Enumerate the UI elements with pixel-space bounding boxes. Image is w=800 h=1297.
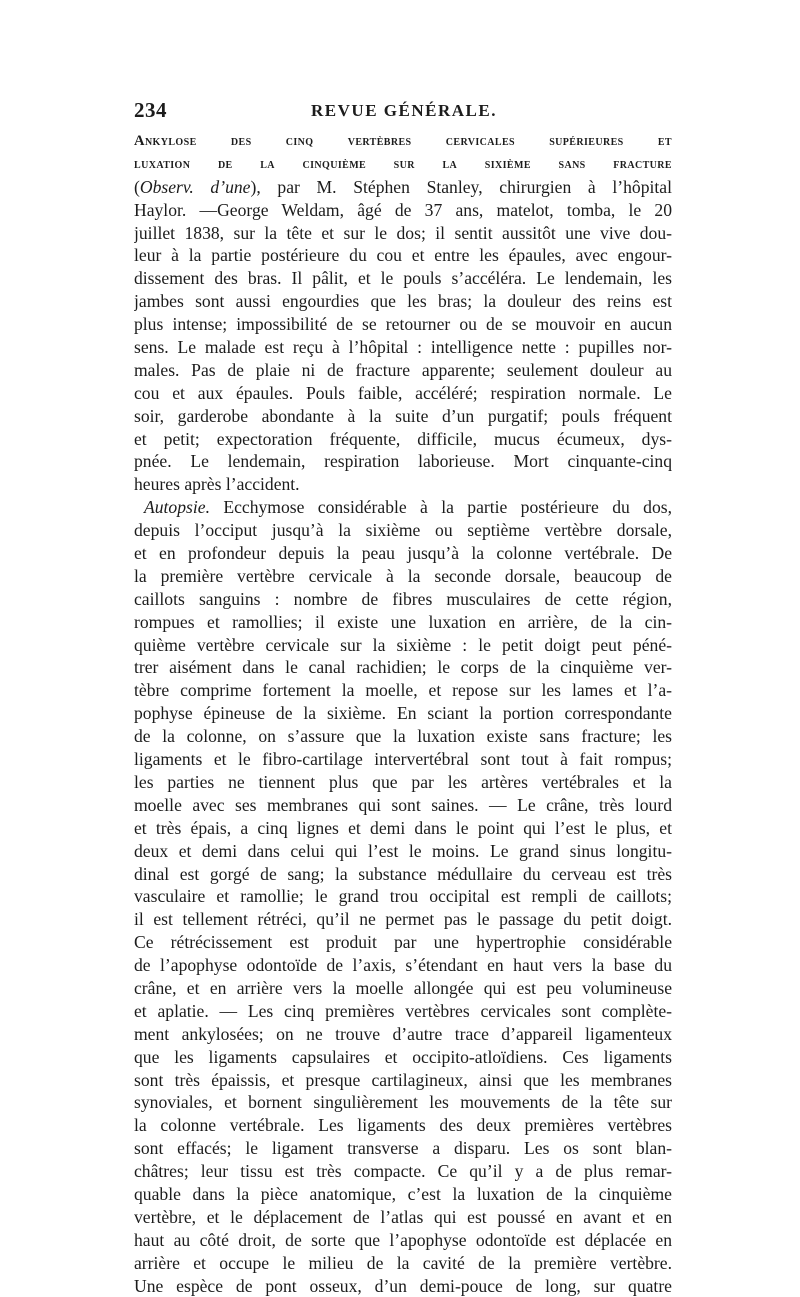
text-line: sont très épaissis, et presque cartilagineux, ainsi que les membranes	[134, 1069, 672, 1090]
text-line: ment ankylosées; on ne trouve d’autre trace d’appareil ligamenteux	[134, 1023, 672, 1044]
text-line: les parties ne tiennent plus que par les artères vertébrales et la	[134, 771, 672, 792]
text-line: que les ligaments capsulaires et occipito-atloïdiens. Ces ligaments	[134, 1046, 672, 1067]
text-line: juillet 1838, sur la tête et sur le dos; il sentit aussitôt une vive dou-	[134, 222, 672, 243]
text-line: (Observ. d’une), par M. Stéphen Stanley, chirurgien à l’hôpital	[134, 176, 672, 197]
text-line: caillots sanguins : nombre de fibres musculaires de cette région,	[134, 588, 672, 609]
text-line: dissement des bras. Il pâlit, et le pouls s’accéléra. Le lendemain, les	[134, 268, 672, 289]
italic-text: Observ. d’une	[139, 176, 251, 197]
text-line: rompues et ramollies; il existe une luxation en arrière, de la cin-	[134, 611, 672, 632]
text-line: arrière et occupe le milieu de la cavité de la première vertèbre.	[134, 1252, 672, 1273]
text-line: pnée. Le lendemain, respiration laborieuse. Mort cinquante-cinq	[134, 451, 672, 472]
text-line: châtres; leur tissu est très compacte. Ce qu’il y a de plus remar-	[134, 1161, 672, 1182]
text-line: ligaments et le fibro-cartilage intervertébral sont tout à fait rompus;	[134, 749, 672, 770]
text-line: sens. Le malade est reçu à l’hôpital : intelligence nette : pupilles nor-	[134, 337, 672, 358]
text-line: soir, garderobe abondante à la suite d’un purgatif; pouls fréquent	[134, 405, 672, 426]
text-line: luxation de la cinquième sur la sixième sans fracture	[134, 155, 672, 172]
text-line: crâne, et en arrière vers la moelle allongée qui est peu volumineuse	[134, 977, 672, 998]
text-line: Ankylose des cinq vertèbres cervicales supérieures et	[134, 133, 672, 149]
running-title: REVUE GÉNÉRALE.	[311, 101, 497, 120]
text-line: synoviales, et bornent singulièrement les mouvements de la tête sur	[134, 1092, 672, 1113]
text-line: dinal est gorgé de sang; la substance médullaire du cerveau est très	[134, 863, 672, 884]
text-line: de la colonne, on s’assure que la luxation existe sans fracture; les	[134, 726, 672, 747]
text-line: Une espèce de pont osseux, d’un demi-pouce de long, sur quatre	[134, 1275, 672, 1296]
text-line: plus intense; impossibilité de se retourner ou de se mouvoir en aucun	[134, 314, 672, 335]
text-line: males. Pas de plaie ni de fracture apparente; seulement douleur au	[134, 359, 672, 380]
text-line: heures après l’accident.	[134, 474, 300, 495]
text-line: pophyse épineuse de la sixième. En sciant la portion correspondante	[134, 703, 672, 724]
text-line: leur à la partie postérieure du cou et entre les épaules, avec engour-	[134, 245, 672, 266]
text-line: haut au côté droit, de sorte que l’apophyse odontoïde est déplacée en	[134, 1229, 672, 1250]
text-line: deux et demi dans celui qui l’est le moins. Le grand sinus longitu-	[134, 840, 672, 861]
text-line: cou et aux épaules. Pouls faible, accéléré; respiration normale. Le	[134, 382, 672, 403]
text-line: Haylor. —George Weldam, âgé de 37 ans, matelot, tomba, le 20	[134, 199, 672, 220]
text-line: trer aisément dans le canal rachidien; le corps de la cinquième ver-	[134, 657, 672, 678]
text-line: Autopsie. Ecchymose considérable à la partie postérieure du dos,	[144, 497, 672, 518]
article-body	[134, 130, 672, 1297]
text-line: et très épais, a cinq lignes et demi dans le point qui l’est le plus, et	[134, 817, 672, 838]
text-line: jambes sont aussi engourdies que les bras; la douleur des reins est	[134, 291, 672, 312]
italic-text: Autopsie.	[144, 497, 210, 518]
text-line: sont effacés; le ligament transverse a disparu. Les os sont blan-	[134, 1138, 672, 1159]
text-line: quième vertèbre cervicale sur la sixième : le petit doigt peut péné-	[134, 634, 672, 655]
text-line: tèbre comprime fortement la moelle, et repose sur les lames et l’a-	[134, 680, 672, 701]
text-line: et aplatie. — Les cinq premières vertèbres cervicales sont complète-	[134, 1000, 672, 1021]
text-line: quable dans la pièce anatomique, c’est la luxation de la cinquième	[134, 1183, 672, 1204]
text-line: et en profondeur depuis la peau jusqu’à la colonne vertébrale. De	[134, 543, 672, 564]
page-number: 234	[134, 98, 167, 122]
page-header	[134, 98, 674, 124]
text-line: vasculaire et ramollie; le grand trou occipital est rempli de caillots;	[134, 886, 672, 907]
text-line: et petit; expectoration fréquente, difficile, mucus écumeux, dys-	[134, 428, 672, 449]
text-line: la première vertèbre cervicale à la seconde dorsale, beaucoup de	[134, 565, 672, 586]
text-line: vertèbre, et le déplacement de l’atlas qui est poussé en avant et en	[134, 1206, 672, 1227]
text-line: moelle avec ses membranes qui sont saines. — Le crâne, très lourd	[134, 794, 672, 815]
text-line: depuis l’occiput jusqu’à la sixième ou septième vertèbre dorsale,	[134, 520, 672, 541]
text-line: la colonne vertébrale. Les ligaments des deux premières vertèbres	[134, 1115, 672, 1136]
text-line: il est tellement rétréci, qu’il ne permet pas le passage du petit doigt.	[134, 909, 672, 930]
text-line: de l’apophyse odontoïde de l’axis, s’étendant en haut vers la base du	[134, 955, 672, 976]
text-line: Ce rétrécissement est produit par une hypertrophie considérable	[134, 932, 672, 953]
